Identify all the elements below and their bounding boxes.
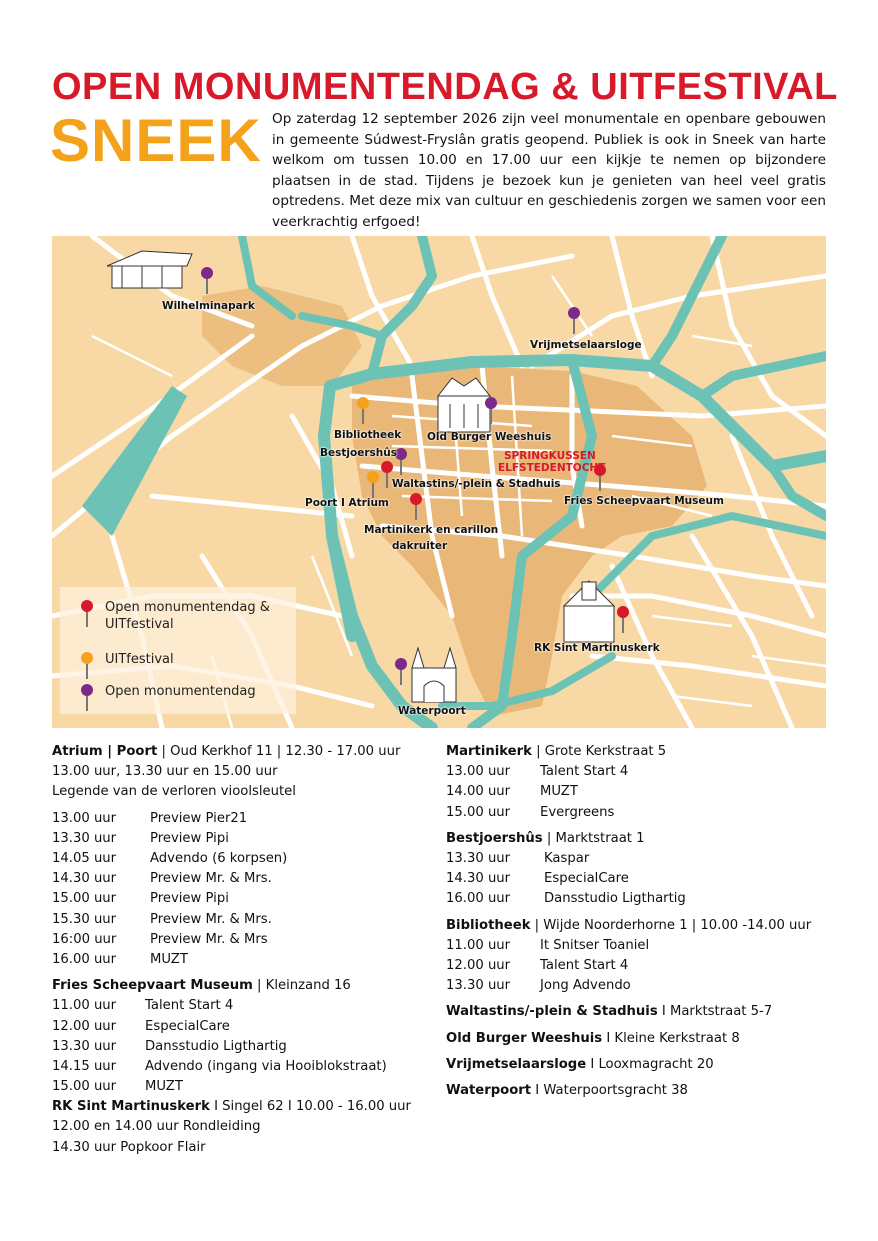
venue-note: 14.30 uur Popkoor Flair (52, 1139, 206, 1155)
schedule-row: 15.00 uur Evergreens (446, 804, 615, 820)
venue-name: Atrium | Poort (52, 744, 158, 759)
venue-name: Bestjoershûs (446, 830, 543, 846)
map-label-old-burger-weeshuis: Old Burger Weeshuis (427, 431, 552, 443)
venue-name: Waterpoort (446, 1082, 532, 1098)
venue-waltastins-header (446, 1002, 826, 1022)
weeshuis-drawing (438, 378, 490, 432)
map-label-elfstedentocht: ELFSTEDENTOCHT (498, 462, 606, 474)
schedule-row: 11.00 uur It Snitser Toaniel (446, 937, 650, 953)
venue-scheepvaart-header (52, 976, 432, 996)
venue-name: Bibliotheek (446, 917, 531, 933)
map-legend (60, 587, 296, 714)
schedule-row: 14.00 uur MUZT (446, 784, 578, 800)
venue-detail: I Singel 62 I 10.00 - 16.00 uur (209, 1099, 411, 1115)
schedule-row: 13.30 uur Jong Advendo (446, 978, 631, 994)
venue-atrium-header (52, 742, 432, 762)
schedule-row: 13.30 uur Dansstudio Ligthartig (52, 1038, 287, 1054)
schedule-row: 16.00 uur Dansstudio Ligthartig (446, 891, 686, 907)
map-label-bestjoershus: Bestjoershûs (320, 447, 397, 459)
venue-detail: | Oud Kerkhof 11 | 12.30 - 17.00 uur (157, 744, 401, 759)
legend-label-orange: UITfestival (105, 652, 174, 667)
schedule-row: 14.30 uur EspecialCare (446, 871, 629, 887)
map-label-wilhelminapark: Wilhelminapark (162, 300, 255, 312)
venue-loge-header (446, 1055, 826, 1075)
venue-note: 12.00 en 14.00 uur Rondleiding (52, 1119, 261, 1135)
map-label-martinikerk-line2: dakruiter (392, 540, 448, 552)
venue-detail: | Wijde Noorderhorne 1 | 10.00 -14.00 uur (530, 917, 812, 933)
venue-rk-header (52, 1097, 432, 1117)
map-label-springkussen: SPRINGKUSSEN (504, 450, 596, 462)
venue-bestjoershus-header (446, 829, 826, 849)
schedule-row: 15.00 uur MUZT (52, 1079, 183, 1095)
schedule-row: 11.00 uur Talent Start 4 (52, 998, 234, 1014)
schedule-row: 13.00 uur Talent Start 4 (446, 764, 629, 780)
venue-name: Martinikerk (446, 744, 532, 759)
map-label-vrijmetselaarsloge: Vrijmetselaarsloge (530, 339, 642, 351)
schedule-row: 14.15 uur Advendo (ingang via Hooiblokstraat) (52, 1058, 387, 1074)
schedule-row: 13.30 uur Kaspar (446, 850, 590, 866)
schedule-row: 12.00 uur Talent Start 4 (446, 957, 629, 973)
orange-pin-icon (80, 651, 94, 679)
schedule-row: 16.00 uur MUZT (52, 951, 188, 967)
red-pin-icon (80, 599, 94, 627)
venue-detail: I Looxmagracht 20 (586, 1056, 714, 1072)
map-label-waterpoort: Waterpoort (398, 705, 466, 717)
venue-detail: | Grote Kerkstraat 5 (531, 744, 667, 759)
venue-weeshuis-header (446, 1029, 826, 1049)
venue-detail: | Kleinzand 16 (252, 978, 351, 994)
schedule-row: 13.00 uur Preview Pier21 (52, 810, 248, 826)
schedule-row: 14.05 uur Advendo (6 korpsen) (52, 850, 288, 866)
map-label-waltastins: Waltastins/-plein & Stadhuis (392, 478, 561, 490)
city-title: SNEEK (50, 107, 262, 174)
venue-name: Waltastins/-plein & Stadhuis (446, 1004, 658, 1020)
venue-name: Vrijmetselaarsloge (446, 1056, 587, 1072)
schedule-row: 14.30 uur Preview Mr. & Mrs. (52, 871, 272, 887)
schedule-row: 15.30 uur Preview Mr. & Mrs. (52, 911, 272, 927)
map-label-bibliotheek: Bibliotheek (334, 429, 402, 441)
map-label-rk-sint-martinuskerk: RK Sint Martinuskerk (534, 642, 660, 654)
venue-note: 13.00 uur, 13.30 uur en 15.00 uur (52, 764, 278, 780)
schedule-row: 16:00 uur Preview Mr. & Mrs (52, 931, 268, 947)
venue-detail: I Kleine Kerkstraat 8 (602, 1030, 740, 1046)
venue-waterpoort-header (446, 1081, 826, 1101)
program-right-column (446, 742, 826, 1101)
venue-name: RK Sint Martinuskerk (52, 1099, 210, 1115)
venue-detail: I Marktstraat 5-7 (657, 1004, 773, 1020)
venue-bibliotheek-header (446, 916, 826, 936)
venue-name: Fries Scheepvaart Museum (52, 978, 253, 994)
venue-detail: | Marktstraat 1 (542, 830, 645, 846)
schedule-row: 15.00 uur Preview Pipi (52, 891, 229, 907)
intro-text: Op zaterdag 12 september 2026 zijn veel monumentale en openbare gebouwen in gemeente Súdwest-Fryslân gratis geopend. Publiek is ook in Sneek van harte welkom om tussen 10.00 en 17.00 uur een kijkje te nemen op bijzondere plaatsen in de stad. Tijdens je bezoek kun je genieten van heel veel gratis optredens. Met deze mix van cultuur en geschiedenis zorgen we samen voor een veerkrachtig erfgoed! (272, 111, 826, 230)
map-label-poort-atrium: Poort I Atrium (305, 497, 389, 509)
venue-name: Old Burger Weeshuis (446, 1030, 603, 1046)
page-title: OPEN MONUMENTENDAG & UITFESTIVAL (52, 66, 838, 108)
legend-label-purple: Open monumentendag (105, 684, 256, 699)
purple-pin-icon (80, 683, 94, 711)
schedule-row: 13.30 uur Preview Pipi (52, 830, 229, 846)
map-label-martinikerk-line1: Martinikerk en carillon (364, 524, 499, 536)
venue-martinikerk-header (446, 742, 826, 762)
program-left-column (52, 742, 432, 1158)
schedule-row: 12.00 uur EspecialCare (52, 1018, 230, 1034)
map-label-fries-scheepvaart: Fries Scheepvaart Museum (564, 495, 724, 507)
legend-label-red: Open monumentendag & UITfestival (105, 600, 270, 632)
venue-note: Legende van de verloren vioolsleutel (52, 784, 296, 800)
venue-detail: I Waterpoortsgracht 38 (531, 1082, 688, 1098)
